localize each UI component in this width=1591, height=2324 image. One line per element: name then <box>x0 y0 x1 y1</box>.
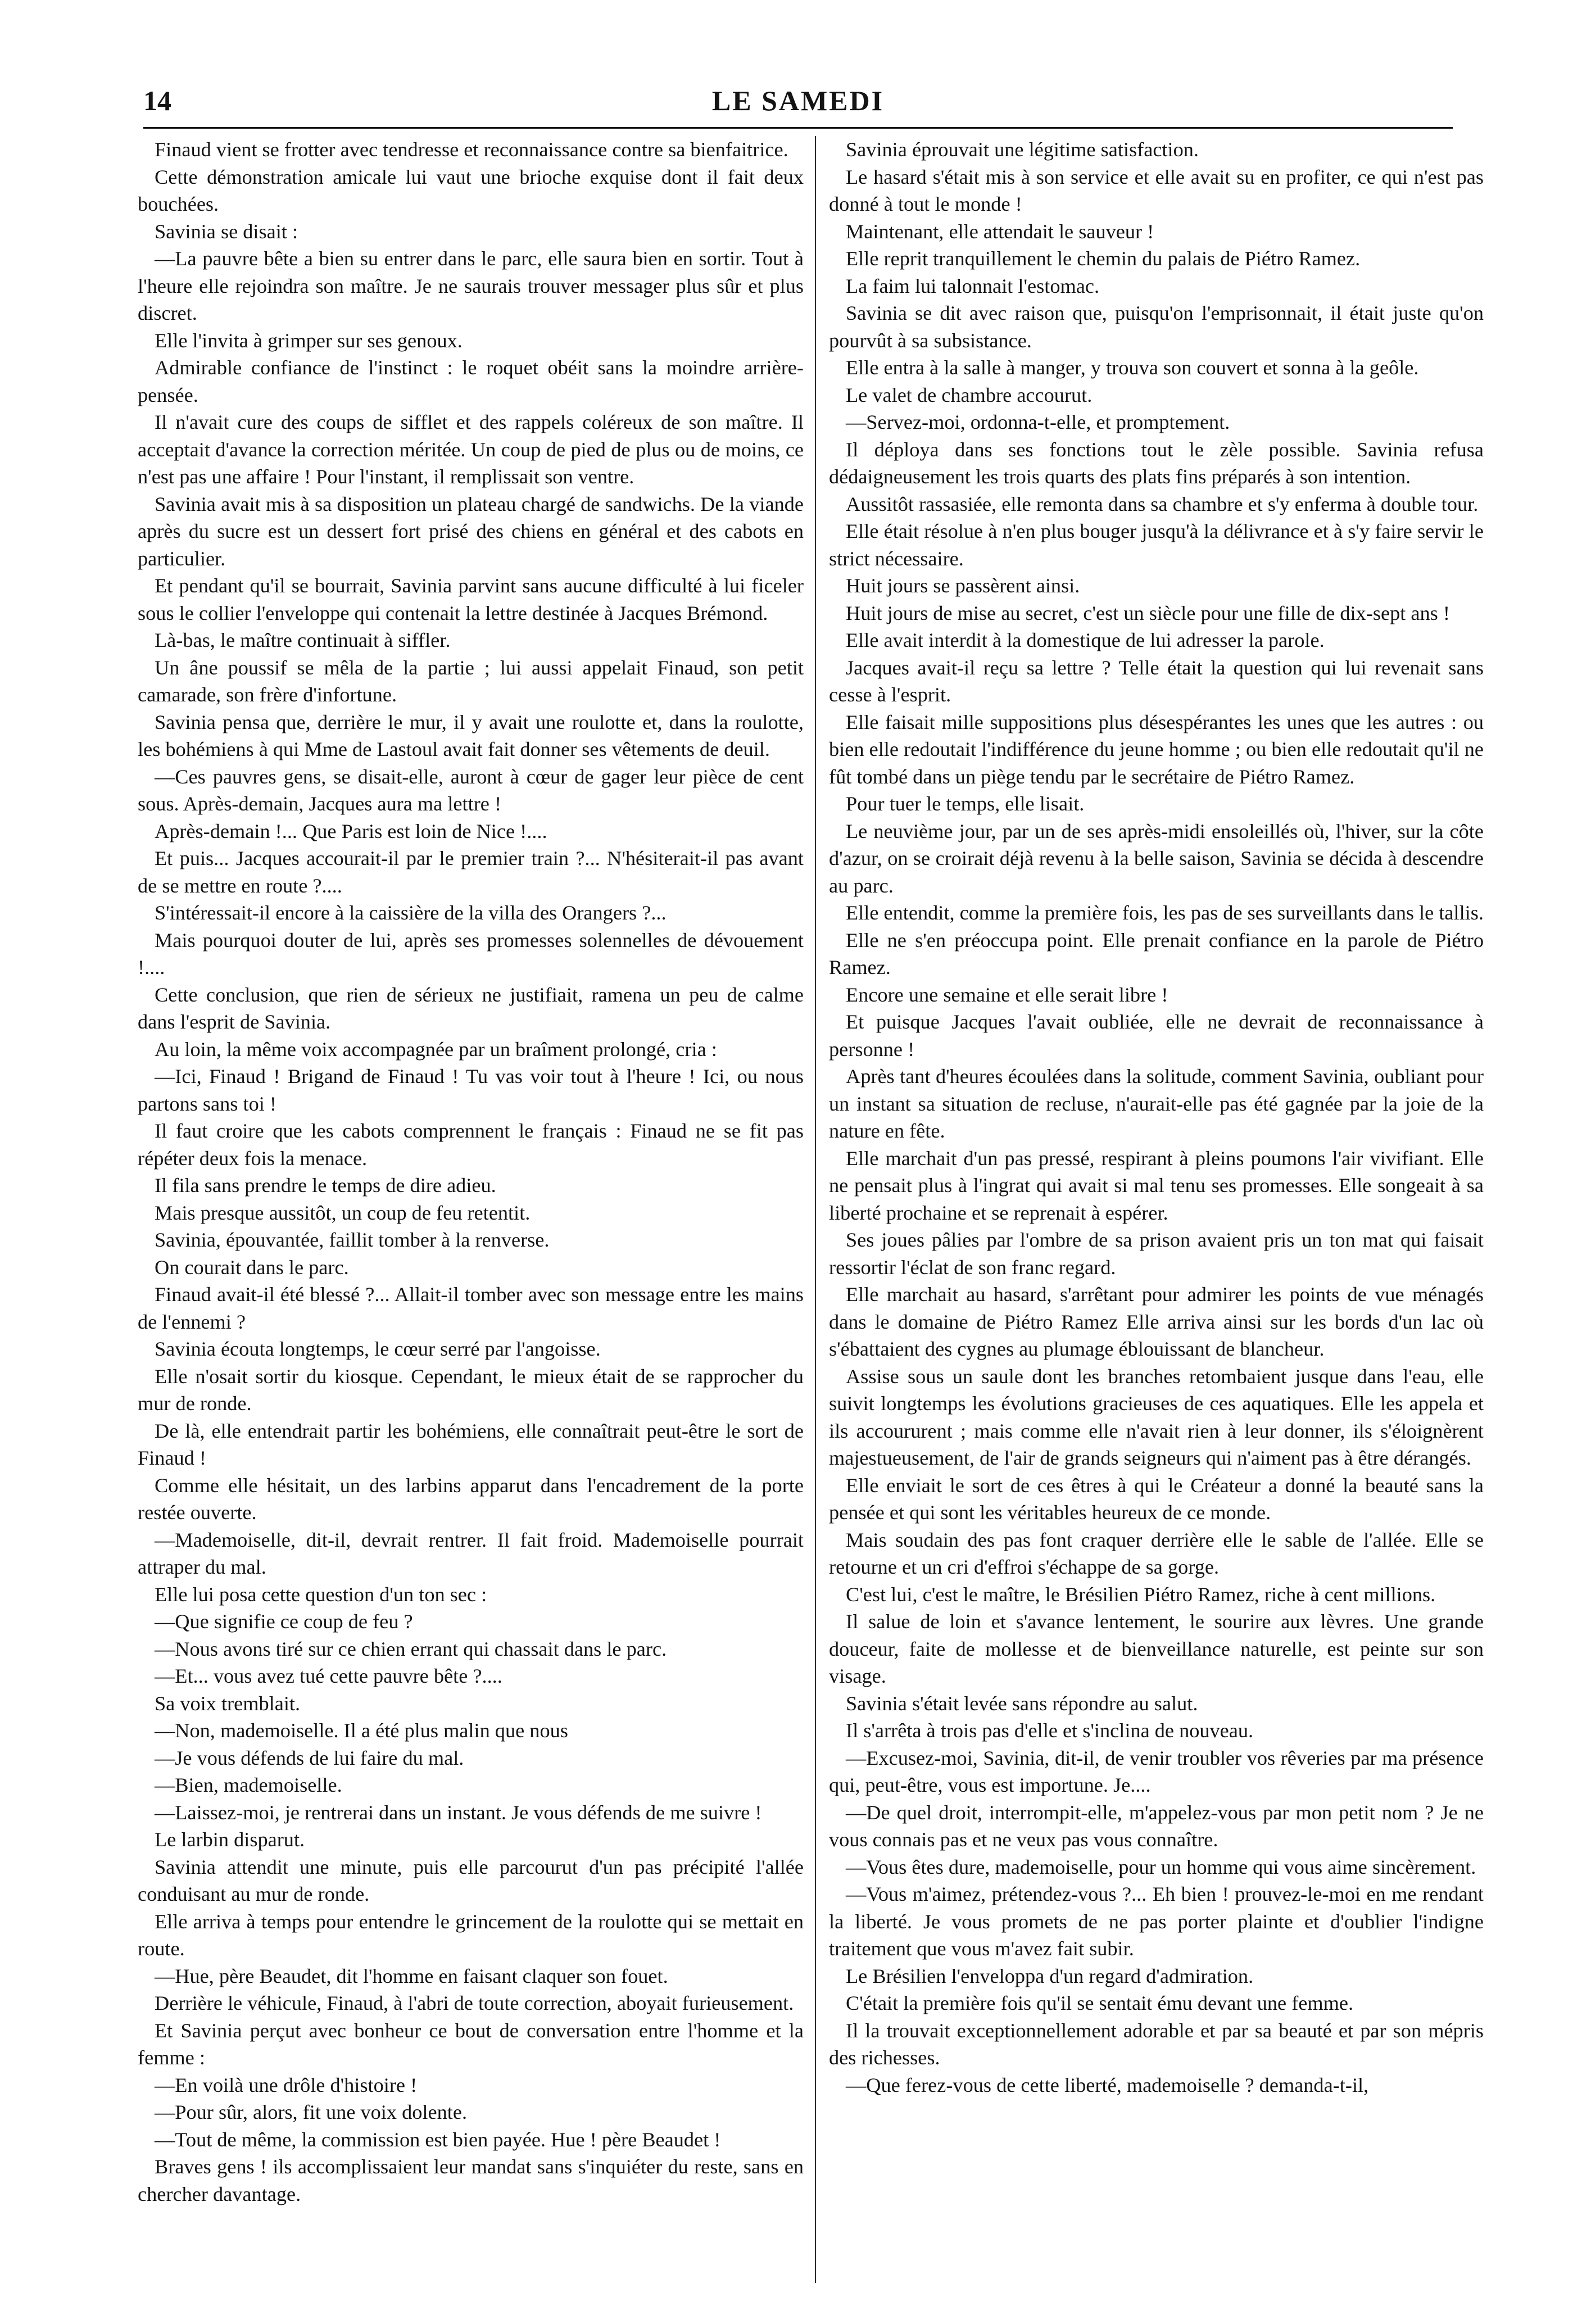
left-paragraph: Savinia attendit une minute, puis elle parcourut d'un pas précipité l'allée conduisant au mur de ronde. <box>138 1855 804 1905</box>
left-paragraph: Cette conclusion, que rien de sérieux ne justifiait, ramena un peu de calme dans l'esprit de Savinia. <box>138 983 804 1033</box>
left-paragraph: —Pour sûr, alors, fit une voix dolente. <box>155 2101 468 2123</box>
left-paragraph: —Que signifie ce coup de feu ? <box>155 1610 413 1633</box>
left-paragraph: Sa voix tremblait. <box>155 1692 301 1715</box>
right-paragraph: Elle avait interdit à la domestique de lui adresser la parole. <box>846 629 1325 651</box>
left-paragraph: Le larbin disparut. <box>155 1828 305 1851</box>
right-paragraph: Elle ne s'en préoccupa point. Elle prenait confiance en la parole de Piétro Ramez. <box>829 928 1484 978</box>
right-paragraph: Savinia se dit avec raison que, puisqu'on l'emprisonnait, il était juste qu'on pourvût à sa subsistance. <box>829 302 1484 352</box>
left-paragraph: Savinia se disait : <box>155 220 298 243</box>
left-paragraph: Comme elle hésitait, un des larbins apparut dans l'encadrement de la porte restée ouverte. <box>138 1474 804 1524</box>
right-paragraph: C'était la première fois qu'il se sentait ému devant une femme. <box>846 1992 1354 2014</box>
right-paragraph: Jacques avait-il reçu sa lettre ? Telle était la question qui lui revenait sans cesse à l'esprit. <box>829 656 1484 706</box>
left-paragraph: De là, elle entendrait partir les bohémiens, elle connaîtrait peut-être le sort de Finaud ! <box>138 1419 804 1469</box>
column-divider <box>815 136 816 2283</box>
right-paragraph: Huit jours de mise au secret, c'est un siècle pour une fille de dix-sept ans ! <box>846 601 1450 624</box>
left-paragraph: On courait dans le parc. <box>155 1256 349 1279</box>
left-paragraph: Savinia, épouvantée, faillit tomber à la renverse. <box>155 1229 550 1251</box>
left-paragraph: Derrière le véhicule, Finaud, à l'abri de toute correction, aboyait furieusement. <box>155 1992 794 2014</box>
right-paragraph: —Vous m'aimez, prétendez-vous ?... Eh bien ! prouvez-le-moi en me rendant la liberté. Je vous promets de ne pas porter plainte et d'oublier l'indigne traitement que vous m'avez fait subir. <box>829 1883 1484 1960</box>
right-paragraph: Ses joues pâlies par l'ombre de sa prison avaient pris un ton mat qui faisait ressortir l'éclat de son franc regard. <box>829 1229 1484 1279</box>
left-paragraph: —Nous avons tiré sur ce chien errant qui chassait dans le parc. <box>155 1637 667 1660</box>
right-paragraph: Encore une semaine et elle serait libre ! <box>846 983 1168 1006</box>
left-column <box>138 136 804 2208</box>
header-rule <box>143 127 1453 129</box>
right-paragraph: Elle marchait d'un pas pressé, respirant à pleins poumons l'air vivifiant. Elle ne pensait plus à l'ingrat qui avait si mal tenu ses promesses. Elle songeait à sa liberté prochaine et se reprenait à espérer. <box>829 1147 1484 1224</box>
right-paragraph: —Servez-moi, ordonna-t-elle, et promptement. <box>846 411 1230 433</box>
left-paragraph: —Mademoiselle, dit-il, devrait rentrer. Il fait froid. Mademoiselle pourrait attraper du mal. <box>138 1528 804 1578</box>
running-title: LE SAMEDI <box>711 85 885 116</box>
left-paragraph: Mais pourquoi douter de lui, après ses promesses solennelles de dévouement !.... <box>138 928 804 978</box>
right-paragraph: —Que ferez-vous de cette liberté, mademoiselle ? demanda-t-il, <box>846 2073 1369 2096</box>
left-paragraph: —En voilà une drôle d'histoire ! <box>155 2073 418 2096</box>
left-paragraph: Il faut croire que les cabots comprennent le français : Finaud ne se fit pas répéter deux fois la menace. <box>138 1120 804 1170</box>
left-paragraph: Au loin, la même voix accompagnée par un braîment prolongé, cria : <box>155 1038 717 1061</box>
left-paragraph: Savinia avait mis à sa disposition un plateau chargé de sandwichs. De la viande après du sucre est un dessert fort prisé des chiens en général et des cabots en particulier. <box>138 492 804 570</box>
right-paragraph: Maintenant, elle attendait le sauveur ! <box>846 220 1154 243</box>
left-paragraph: Admirable confiance de l'instinct : le roquet obéit sans la moindre arrière-pensée. <box>138 356 804 406</box>
left-paragraph: —Laissez-moi, je rentrerai dans un instant. Je vous défends de me suivre ! <box>155 1801 762 1824</box>
left-paragraph: Braves gens ! ils accomplissaient leur mandat sans s'inquiéter du reste, sans en chercher davantage. <box>138 2155 804 2205</box>
left-paragraph: —Hue, père Beaudet, dit l'homme en faisant claquer son fouet. <box>155 1964 668 1987</box>
left-paragraph: Et pendant qu'il se bourrait, Savinia parvint sans aucune difficulté à lui ficeler sous le collier l'enveloppe qui contenait la lettre destinée à Jacques Brémond. <box>138 574 804 624</box>
left-paragraph: —Ici, Finaud ! Brigand de Finaud ! Tu vas voir tout à l'heure ! Ici, ou nous partons sans toi ! <box>138 1065 804 1115</box>
left-paragraph: Et Savinia perçut avec bonheur ce bout de conversation entre l'homme et la femme : <box>138 2019 804 2069</box>
right-paragraph: Mais soudain des pas font craquer derrière elle le sable de l'allée. Elle se retourne et un cri d'effroi s'échappe de sa gorge. <box>829 1528 1484 1578</box>
left-paragraph: Un âne poussif se mêla de la partie ; lui aussi appelait Finaud, son petit camarade, son frère d'infortune. <box>138 656 804 706</box>
right-paragraph: Savinia s'était levée sans répondre au salut. <box>846 1692 1198 1715</box>
right-paragraph: Savinia éprouvait une légitime satisfaction. <box>846 138 1199 161</box>
right-paragraph: Le valet de chambre accourut. <box>846 383 1093 406</box>
right-paragraph: —De quel droit, interrompit-elle, m'appelez-vous par mon petit nom ? Je ne vous connais pas et ne veux pas vous connaître. <box>829 1801 1484 1851</box>
left-paragraph: Là-bas, le maître continuait à siffler. <box>155 629 451 651</box>
left-paragraph: —Je vous défends de lui faire du mal. <box>155 1746 464 1769</box>
left-paragraph: Elle arriva à temps pour entendre le grincement de la roulotte qui se mettait en route. <box>138 1910 804 1960</box>
right-paragraph: Elle était résolue à n'en plus bouger jusqu'à la délivrance et à s'y faire servir le strict nécessaire. <box>829 520 1484 570</box>
right-paragraph: Il s'arrêta à trois pas d'elle et s'inclina de nouveau. <box>846 1719 1254 1742</box>
right-paragraph: Le Brésilien l'enveloppa d'un regard d'admiration. <box>846 1964 1254 1987</box>
right-paragraph: C'est lui, c'est le maître, le Brésilien Piétro Ramez, riche à cent millions. <box>846 1583 1436 1606</box>
left-paragraph: —La pauvre bête a bien su entrer dans le parc, elle saura bien en sortir. Tout à l'heure elle rejoindra son maître. Je ne saurais trouver messager plus sûr et plus discret. <box>138 247 804 324</box>
left-paragraph: Elle n'osait sortir du kiosque. Cependant, le mieux était de se rapprocher du mur de ronde. <box>138 1365 804 1415</box>
page-number: 14 <box>143 85 171 116</box>
right-paragraph: Huit jours se passèrent ainsi. <box>846 574 1080 597</box>
right-paragraph: Elle enviait le sort de ces êtres à qui le Créateur a donné la beauté sans la pensée et qui sont les véritables heureux de ce monde. <box>829 1474 1484 1524</box>
left-paragraph: —Bien, mademoiselle. <box>155 1774 342 1796</box>
left-paragraph: Finaud vient se frotter avec tendresse et reconnaissance contre sa bienfaitrice. <box>155 138 788 161</box>
left-paragraph: Cette démonstration amicale lui vaut une brioche exquise dont il fait deux bouchées. <box>138 165 804 215</box>
right-paragraph: Il salue de loin et s'avance lentement, le sourire aux lèvres. Une grande douceur, faite de mollesse et de bienveillance naturelle, est peinte sur son visage. <box>829 1610 1484 1687</box>
left-paragraph: Et puis... Jacques accourait-il par le premier train ?... N'hésiterait-il pas avant de se mettre en route ?.... <box>138 847 804 897</box>
left-paragraph: Il fila sans prendre le temps de dire adieu. <box>155 1174 496 1197</box>
left-paragraph: Savinia écouta longtemps, le cœur serré par l'angoisse. <box>155 1338 601 1360</box>
right-paragraph: —Vous êtes dure, mademoiselle, pour un homme qui vous aime sincèrement. <box>846 1855 1476 1878</box>
right-paragraph: La faim lui talonnait l'estomac. <box>846 274 1100 297</box>
right-paragraph: Le hasard s'était mis à son service et elle avait su en profiter, ce qui n'est pas donné à tout le monde ! <box>829 165 1484 215</box>
left-paragraph: Finaud avait-il été blessé ?... Allait-il tomber avec son message entre les mains de l'ennemi ? <box>138 1283 804 1333</box>
left-paragraph: Mais presque aussitôt, un coup de feu retentit. <box>155 1201 531 1224</box>
right-paragraph: Elle faisait mille suppositions plus désespérantes les unes que les autres : ou bien elle redoutait l'indifférence du jeune homme ; ou bien elle redoutait qu'il ne fût tombé dans un piège tendu par le secrétaire de Piétro Ramez. <box>829 710 1484 788</box>
left-paragraph: S'intéressait-il encore à la caissière de la villa des Orangers ?... <box>155 901 667 924</box>
right-paragraph: Il la trouvait exceptionnellement adorable et par sa beauté et par son mépris des richesses. <box>829 2019 1484 2069</box>
left-paragraph: —Ces pauvres gens, se disait-elle, auront à cœur de gager leur pièce de cent sous. Après-demain, Jacques aura ma lettre ! <box>138 765 804 815</box>
right-paragraph: Le neuvième jour, par un de ses après-midi ensoleillés où, l'hiver, sur la côte d'azur, on se croirait déjà revenu à la belle saison, Savinia se décida à descendre au parc. <box>829 819 1484 897</box>
right-paragraph: Et puisque Jacques l'avait oubliée, elle ne devrait de reconnaissance à personne ! <box>829 1011 1484 1061</box>
right-paragraph: Pour tuer le temps, elle lisait. <box>846 792 1085 815</box>
left-paragraph: —Tout de même, la commission est bien payée. Hue ! père Beaudet ! <box>155 2128 721 2151</box>
right-paragraph: Aussitôt rassasiée, elle remonta dans sa chambre et s'y enferma à double tour. <box>846 492 1479 515</box>
left-paragraph: —Non, mademoiselle. Il a été plus malin que nous <box>155 1719 568 1742</box>
left-paragraph: Elle l'invita à grimper sur ses genoux. <box>155 329 463 352</box>
left-paragraph: Savinia pensa que, derrière le mur, il y avait une roulotte et, dans la roulotte, les bohémiens à qui Mme de Lastoul avait fait donner ses vêtements de deuil. <box>138 710 804 760</box>
left-paragraph: —Et... vous avez tué cette pauvre bête ?.... <box>155 1665 502 1687</box>
right-paragraph: Il déploya dans ses fonctions tout le zèle possible. Savinia refusa dédaigneusement les trois quarts des plats fins préparés à son intention. <box>829 438 1484 488</box>
right-paragraph: Elle reprit tranquillement le chemin du palais de Piétro Ramez. <box>846 247 1361 270</box>
left-paragraph: Elle lui posa cette question d'un ton sec : <box>155 1583 487 1606</box>
right-paragraph: Après tant d'heures écoulées dans la solitude, comment Savinia, oubliant pour un instant sa situation de recluse, n'aurait-elle pas été gagnée par la joie de la nature en fête. <box>829 1065 1484 1142</box>
right-paragraph: Elle marchait au hasard, s'arrêtant pour admirer les points de vue ménagés dans le domaine de Piétro Ramez Elle arriva ainsi sur les bords d'un lac où s'ébattaient des cygnes au plumage éblouissant de blancheur. <box>829 1283 1484 1360</box>
right-paragraph: Assise sous un saule dont les branches retombaient jusque dans l'eau, elle suivit longtemps les évolutions gracieuses de ces aquatiques. Elle les appela et ils accoururent ; mais comme elle n'avait rien à leur donner, ils s'éloignèrent majestueusement, de l'air de grands seigneurs qui n'aiment pas à être dérangés. <box>829 1365 1484 1469</box>
right-column <box>829 136 1484 2099</box>
left-paragraph: Après-demain !... Que Paris est loin de Nice !.... <box>155 819 547 842</box>
left-paragraph: Il n'avait cure des coups de sifflet et des rappels coléreux de son maître. Il acceptait d'avance la correction méritée. Un coup de pied de plus ou de moins, ce n'est pas une affaire ! Pour l'instant, il remplissait son ventre. <box>138 411 804 488</box>
right-paragraph: Elle entra à la salle à manger, y trouva son couvert et sonna à la geôle. <box>846 356 1419 379</box>
right-paragraph: —Excusez-moi, Savinia, dit-il, de venir troubler vos rêveries par ma présence qui, peut-être, vous est importune. Je.... <box>829 1746 1484 1796</box>
page-header <box>143 84 1453 118</box>
right-paragraph: Elle entendit, comme la première fois, les pas de ses surveillants dans le tallis. <box>846 901 1484 924</box>
